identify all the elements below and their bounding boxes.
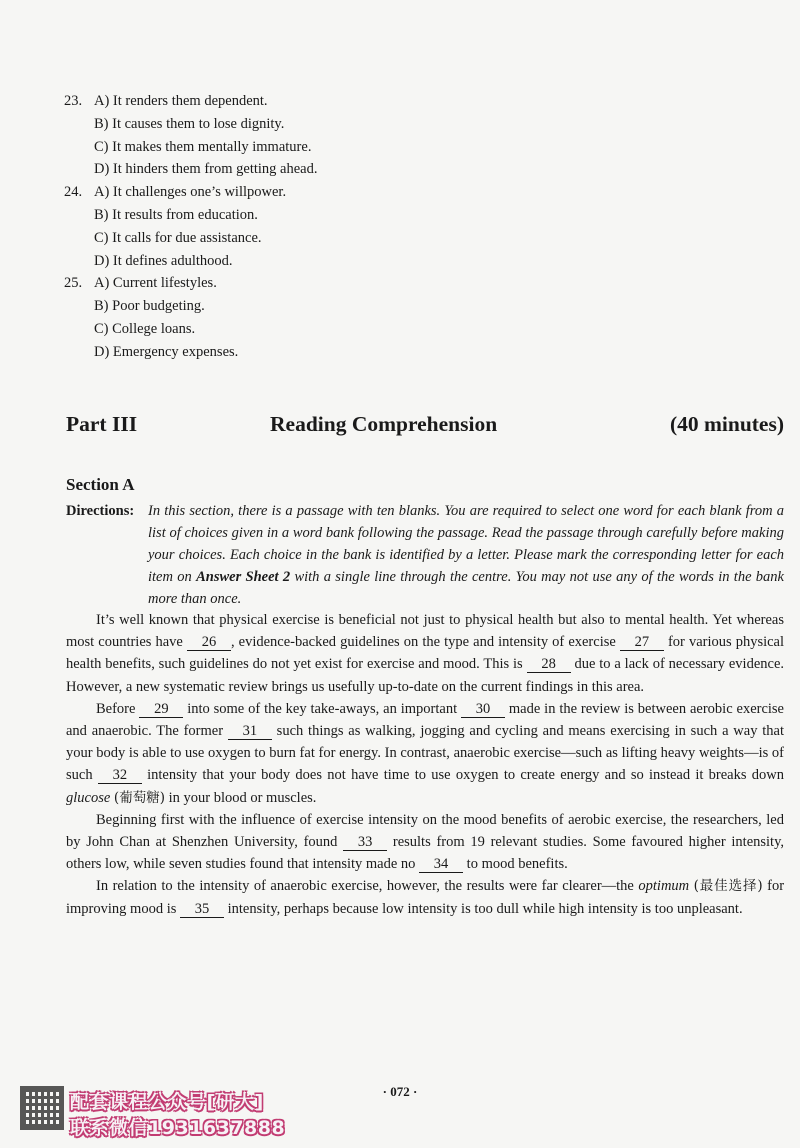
glucose-term: glucose [66, 789, 111, 806]
question-number: 25. [64, 275, 83, 292]
directions-text-2: with a single line through the centre. You may not use any of the words in the bank more than once. [148, 569, 784, 607]
passage-paragraph-4 [66, 875, 784, 919]
part-number: Part III [66, 412, 138, 436]
section-title: Section A [66, 475, 135, 494]
option-a: A) It renders them dependent. [94, 93, 268, 109]
part-title: Reading Comprehension [270, 412, 498, 436]
passage-text: such things as walking, jogging and cycling and means exercising in such a way that your body is able to use oxygen to burn fat for energy. In contrast, anaerobic exercise—such as lifting heavy weights—is of such [66, 723, 785, 784]
blank-35: 35 [180, 901, 224, 918]
directions [66, 500, 784, 610]
option-d: D) Emergency expenses. [94, 343, 239, 360]
option-d: D) It defines adulthood. [94, 252, 233, 269]
reading-passage [66, 609, 784, 920]
question-24 [64, 181, 317, 272]
directions-text [148, 500, 784, 610]
passage-paragraph-2 [66, 698, 784, 809]
qr-code-icon [20, 1086, 64, 1130]
directions-label: Directions: [66, 503, 135, 519]
option-b: B) It causes them to lose dignity. [94, 115, 285, 132]
question-list [64, 90, 317, 364]
blank-28: 28 [527, 656, 571, 673]
passage-text: results from 19 relevant studies. Some favoured higher intensity, others low, while seven studies found that intensity made no [66, 834, 785, 873]
passage-text: Beginning first with the influence of exercise intensity on the mood benefits of aerobic exercise, the researchers, led by John Chan at Shenzhen University, found [66, 811, 784, 851]
passage-text: made in the review is between aerobic exercise and anaerobic. The former [66, 700, 784, 740]
blank-34: 34 [419, 856, 463, 873]
passage-text: intensity, perhaps because low intensity is too dull while high intensity is too unpleasant. [227, 900, 743, 917]
passage-text: due to a lack of necessary evidence. However, a new systematic review brings us usefully up-to-date on the current findings in this area. [66, 656, 785, 695]
question-23 [64, 90, 317, 181]
passage-text: to mood benefits. [466, 856, 568, 873]
blank-26: 26 [187, 634, 231, 651]
passage-text: into some of the key take-aways, an important [187, 700, 458, 717]
passage-paragraph-1 [66, 609, 784, 698]
option-c: C) It makes them mentally immature. [94, 138, 312, 155]
option-a: A) Current lifestyles. [94, 275, 217, 292]
passage-paragraph-3 [66, 809, 784, 876]
part-header [66, 412, 784, 444]
page-number: · 072 · [382, 1084, 418, 1099]
blank-32: 32 [98, 767, 142, 784]
watermark-line-1: 配套课程公众号[研大] [70, 1091, 264, 1113]
part-time-limit: (40 minutes) [669, 412, 784, 436]
blank-31: 31 [228, 723, 272, 740]
passage-text: for various physical health benefits, such guidelines do not yet exist for exercise and mood. This is [66, 634, 785, 673]
option-d: D) It hinders them from getting ahead. [94, 161, 318, 178]
question-number: 23. [64, 93, 83, 109]
optimum-gloss: (最佳选择) [693, 878, 763, 895]
passage-text: In relation to the intensity of anaerobic exercise, however, the results were far clearer—the [96, 878, 634, 895]
optimum-term: optimum [638, 878, 690, 895]
passage-text: Before [96, 700, 136, 717]
option-b: B) Poor budgeting. [94, 298, 205, 315]
option-c: C) It calls for due assistance. [94, 229, 262, 246]
passage-text: for improving mood is [66, 878, 785, 917]
answer-sheet-ref: Answer Sheet 2 [196, 569, 291, 585]
glucose-gloss: (葡萄糖) [113, 789, 165, 806]
option-c: C) College loans. [94, 320, 196, 337]
blank-29: 29 [139, 701, 183, 718]
option-a: A) It challenges one’s willpower. [94, 184, 287, 201]
directions-text-1: In this section, there is a passage with ten blanks. You are required to select one word for each blank from a list of choices given in a word bank following the passage. Read the passage through carefully before making your choices. Each choice in the bank is identified by a letter. Please mark the corresponding letter for each item on [148, 503, 784, 585]
option-b: B) It results from education. [94, 206, 258, 223]
passage-text: in your blood or muscles. [168, 789, 317, 806]
question-number: 24. [64, 184, 83, 201]
blank-27: 27 [620, 634, 664, 651]
question-25 [64, 272, 317, 363]
passage-text: intensity that your body does not have time to use oxygen to create energy and so instead it breaks down [147, 767, 784, 784]
passage-text: It’s well known that physical exercise is beneficial not just to physical health but also to mental health. Yet whereas most countries have [66, 612, 784, 651]
blank-33: 33 [343, 834, 387, 851]
passage-text: , evidence-backed guidelines on the type and intensity of exercise [230, 634, 616, 651]
blank-30: 30 [461, 701, 505, 718]
watermark-line-2: 联系微信1931637888 [70, 1117, 286, 1139]
